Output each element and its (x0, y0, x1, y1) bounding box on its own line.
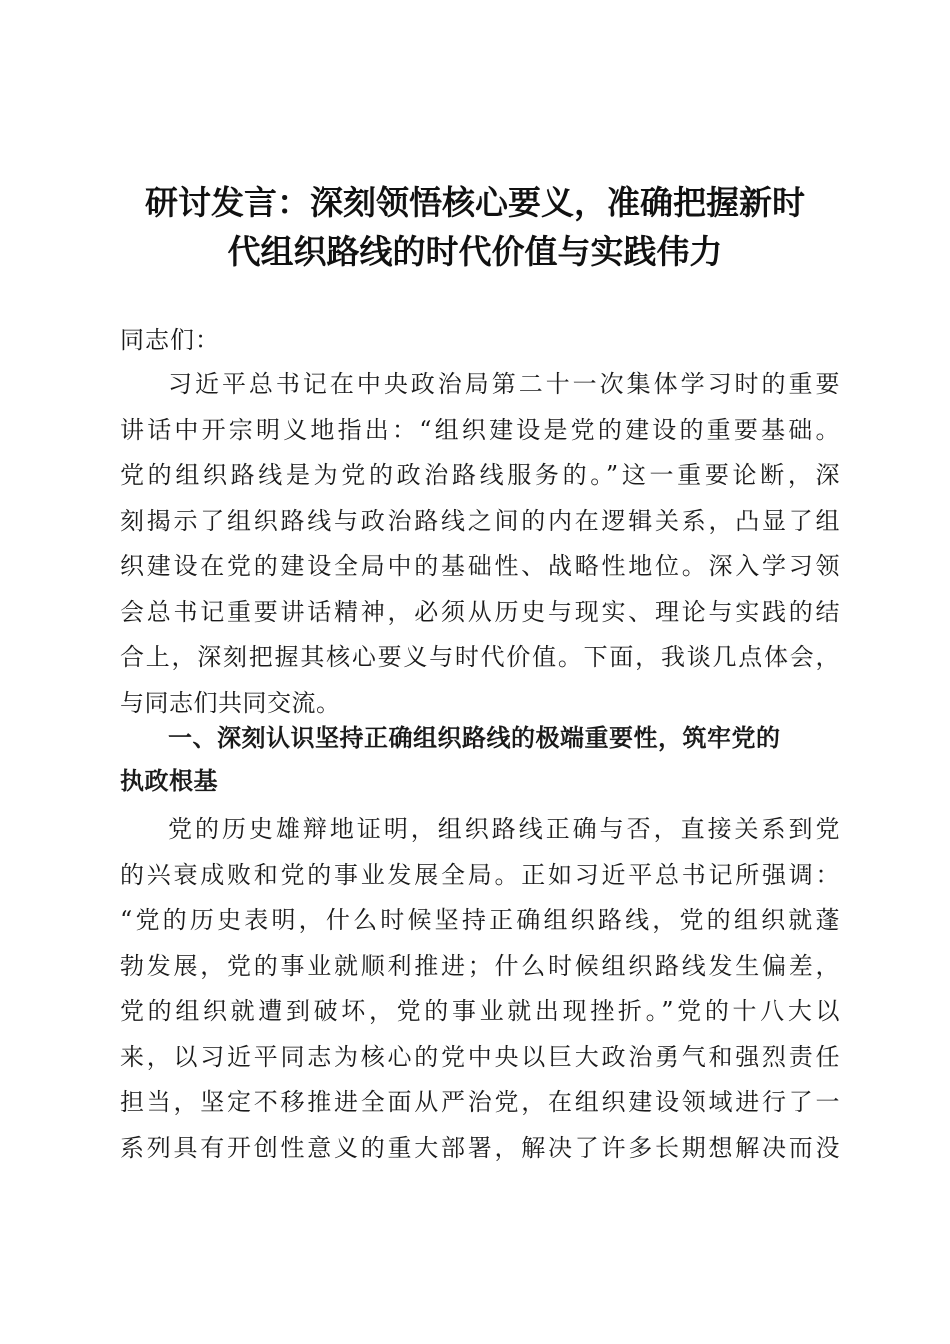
paragraph-line: 习近平总书记在中央政治局第二十一次集体学习时的重要 (168, 370, 840, 398)
paragraph-line: 的兴衰成败和党的事业发展全局。正如习近平总书记所强调： (120, 860, 840, 889)
heading-line-1: 一、深刻认识坚持正确组织路线的极端重要性，筑牢党的 (168, 724, 781, 752)
section-heading-1 (120, 717, 840, 803)
paragraph-line: 会总书记重要讲话精神，必须从历史与现实、理论与实践的结 (120, 597, 840, 626)
paragraph-line: 党的历史雄辩地证明，组织路线正确与否，直接关系到党 (168, 815, 840, 843)
paragraph-line: 织建设在党的建设全局中的基础性、战略性地位。深入学习领 (120, 552, 840, 580)
paragraph-line: 系列具有开创性意义的重大部署，解决了许多长期想解决而没 (120, 1133, 840, 1162)
paragraph-line: 刻揭示了组织路线与政治路线之间的内在逻辑关系，凸显了组 (120, 506, 840, 535)
paragraph-1 (120, 362, 840, 726)
greeting: 同志们： (120, 326, 220, 354)
paragraph-line: “党的历史表明，什么时候坚持正确组织路线，党的组织就蓬 (120, 906, 840, 934)
paragraph-line: 担当，坚定不移推进全面从严治党，在组织建设领域进行了一 (120, 1088, 840, 1116)
paragraph-line: 勃发展，党的事业就顺利推进；什么时候组织路线发生偏差， (120, 951, 840, 980)
title-line-1: 研讨发言：深刻领悟核心要义，准确把握新时 (145, 183, 805, 222)
paragraph-line: 与同志们共同交流。 (120, 688, 341, 717)
paragraph-line: 合上，深刻把握其核心要义与时代价值。下面，我谈几点体会， (120, 643, 840, 671)
paragraph-line: 来，以习近平同志为核心的党中央以巨大政治勇气和强烈责任 (120, 1042, 840, 1071)
heading-line-2: 执政根基 (120, 767, 218, 795)
paragraph-line: 党的组织就遭到破坏，党的事业就出现挫折。”党的十八大以 (120, 997, 840, 1025)
paragraph-2 (120, 807, 840, 1171)
paragraph-line: 讲话中开宗明义地指出：“组织建设是党的建设的重要基础。 (120, 415, 840, 444)
document-title (100, 178, 850, 276)
title-line-2: 代组织路线的时代价值与实践伟力 (227, 232, 723, 271)
paragraph-line: 党的组织路线是为党的政治路线服务的。”这一重要论断，深 (120, 461, 840, 489)
